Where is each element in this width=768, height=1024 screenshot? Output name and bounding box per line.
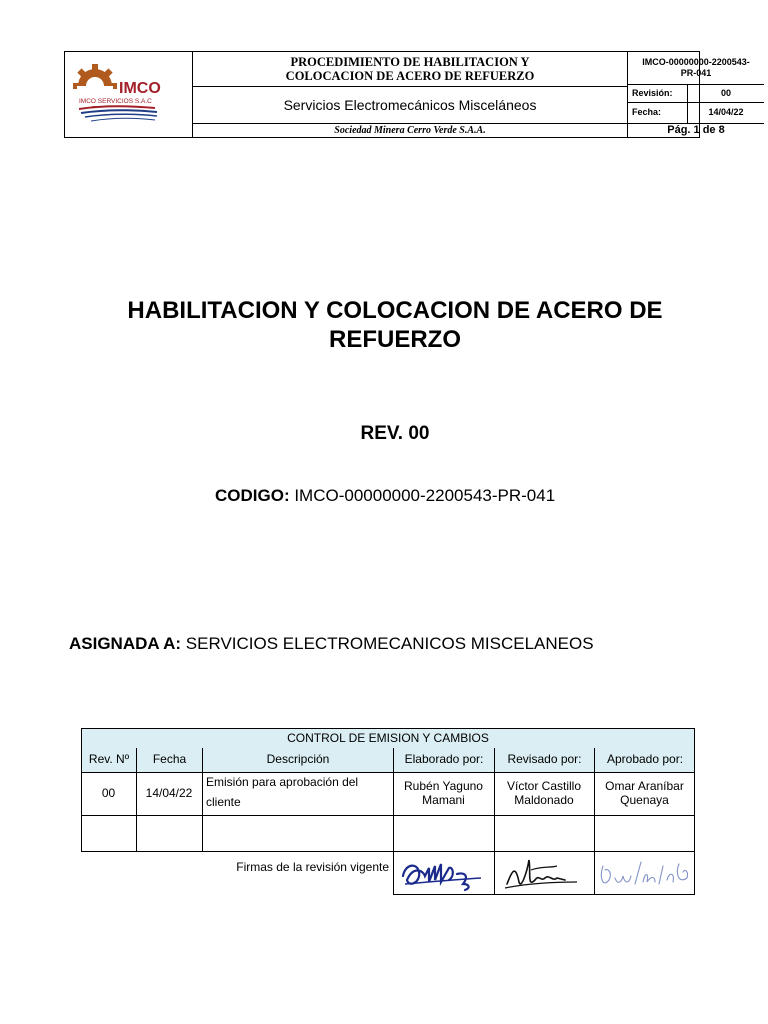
revision-heading: REV. 00	[360, 423, 430, 444]
doc-code	[628, 52, 764, 85]
procedure-title	[193, 52, 627, 87]
page-title	[60, 296, 730, 354]
fecha-value: 14/04/22	[708, 107, 744, 117]
page-title-line2: REFUERZO	[329, 326, 461, 353]
procedure-title-line1: PROCEDIMIENTO DE HABILITACION Y	[290, 55, 530, 69]
row1-aprobado-line1: Omar Araníbar	[605, 779, 684, 793]
row1-revisado	[494, 779, 594, 807]
row1-descripcion	[202, 772, 393, 815]
page-number: Pág. 1 de 8	[628, 123, 764, 137]
row1-elaborado	[393, 779, 494, 807]
imco-logo-icon	[65, 52, 191, 136]
company-logo	[65, 52, 193, 137]
row1-revisado-line2: Maldonado	[514, 793, 574, 807]
fecha-label: Fecha:	[628, 103, 688, 123]
row1-elaborado-line1: Rubén Yaguno	[404, 779, 483, 793]
signature-elaborado	[399, 854, 489, 894]
codigo-line	[215, 486, 555, 506]
doc-code-line1: IMCO-00000000-2200543-	[642, 57, 750, 67]
row1-elaborado-line2: Mamani	[422, 793, 465, 807]
asignada-line	[69, 634, 594, 654]
control-table	[81, 728, 695, 895]
signature-aprobado	[597, 854, 693, 894]
col-header-rev: Rev. Nº	[81, 748, 136, 772]
revision-value: 00	[688, 85, 764, 103]
doc-meta	[627, 52, 765, 137]
col-header-fecha: Fecha	[136, 748, 202, 772]
document-header	[64, 51, 750, 138]
col-header-elaborado: Elaborado por:	[393, 748, 494, 772]
service-subtitle: Servicios Electromecánicos Misceláneos	[283, 97, 537, 113]
firmas-label: Firmas de la revisión vigente	[236, 860, 389, 874]
row1-descripcion-line1: Emisión para aprobación del	[206, 775, 359, 789]
asignada-label: ASIGNADA A:	[69, 634, 182, 653]
row1-descripcion-line2: cliente	[206, 795, 241, 809]
svg-text:IMCO SERVICIOS S.A.C: IMCO SERVICIOS S.A.C	[79, 98, 152, 105]
col-header-descripcion: Descripción	[202, 748, 393, 772]
asignada-value: SERVICIOS ELECTROMECANICOS MISCELANEOS	[181, 634, 594, 653]
client-company: Sociedad Minera Cerro Verde S.A.A.	[193, 123, 627, 137]
row1-aprobado-line2: Quenaya	[620, 793, 669, 807]
revision-label: Revisión:	[628, 85, 688, 103]
row1-fecha: 14/04/22	[145, 786, 193, 800]
col-header-revisado: Revisado por:	[494, 748, 594, 772]
row1-rev: 00	[101, 786, 116, 800]
codigo-label: CODIGO:	[215, 486, 290, 505]
control-table-caption: CONTROL DE EMISION Y CAMBIOS	[81, 728, 695, 748]
doc-code-line2: PR-041	[680, 68, 712, 78]
signature-revisado	[501, 852, 581, 894]
row1-revisado-line1: Víctor Castillo	[506, 779, 582, 793]
procedure-title-line2: COLOCACION DE ACERO DE REFUERZO	[285, 69, 535, 83]
svg-text:IMCO: IMCO	[119, 80, 161, 97]
page-title-line1: HABILITACION Y COLOCACION DE ACERO DE	[127, 297, 663, 324]
col-header-aprobado: Aprobado por:	[594, 748, 695, 772]
row1-aprobado	[594, 779, 695, 807]
codigo-value: IMCO-00000000-2200543-PR-041	[289, 486, 556, 505]
